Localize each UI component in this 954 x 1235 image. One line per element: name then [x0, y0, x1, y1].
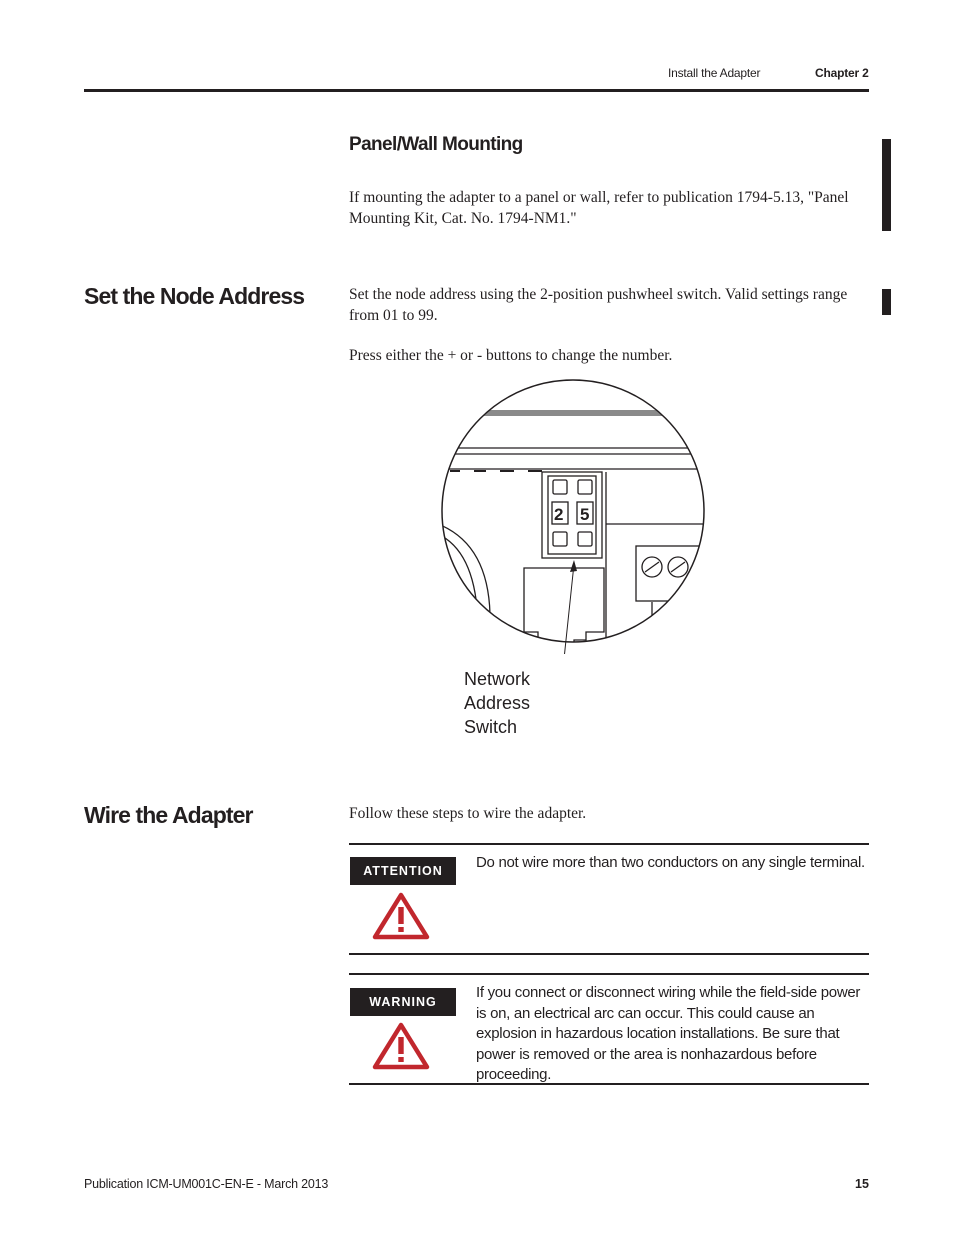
node-address-instruction: Press either the + or - buttons to change the number.: [349, 347, 673, 364]
attention-badge: ATTENTION: [350, 857, 456, 885]
attention-top-rule: [349, 843, 869, 845]
header-rule: [84, 89, 869, 92]
node-address-body: Set the node address using the 2-position pushwheel switch. Valid settings range from 01 to 99.: [349, 286, 848, 324]
wire-adapter-heading: Wire the Adapter: [84, 802, 253, 828]
panel-mounting-body: If mounting the adapter to a panel or wall, refer to publication 1794-5.13, "Panel Mounting Kit, Cat. No. 1794-NM1.": [349, 189, 849, 227]
change-bar: [882, 139, 891, 231]
warning-bottom-rule: [349, 1083, 869, 1085]
footer-publication: Publication ICM-UM001C-EN-E - March 2013: [84, 1177, 329, 1191]
warning-triangle-icon: [372, 1022, 430, 1070]
attention-text: Do not wire more than two conductors on any single terminal.: [476, 854, 865, 871]
running-header-section: Install the Adapter: [668, 66, 761, 80]
switch-illustration: [438, 374, 710, 654]
callout-line: Address: [464, 693, 531, 713]
warning-text: If you connect or disconnect wiring while the field-side power is on, an electrical arc can occur. This could cause an explosion in hazardous location installations. Be sure that power is removed or the area is nonhazardous before proceeding.: [476, 984, 861, 1083]
node-address-heading: Set the Node Address: [84, 283, 305, 309]
footer-page-number: 15: [855, 1177, 869, 1191]
warning-triangle-icon: [372, 892, 430, 940]
network-address-switch-callout: [464, 667, 530, 739]
attention-bottom-rule: [349, 953, 869, 955]
switch-digit-right: 5: [580, 505, 590, 524]
panel-mounting-heading: Panel/Wall Mounting: [349, 134, 523, 155]
callout-line: Network: [464, 669, 531, 689]
running-header-chapter: Chapter 2: [815, 66, 869, 80]
warning-top-rule: [349, 973, 869, 975]
warning-badge: WARNING: [350, 988, 456, 1016]
change-bar: [882, 289, 891, 315]
node-address-switch-figure: [438, 374, 710, 659]
wire-adapter-intro: Follow these steps to wire the adapter.: [349, 805, 587, 822]
switch-digit-left: 2: [554, 505, 564, 524]
callout-line: Switch: [464, 717, 518, 737]
callout-arrowhead: [570, 560, 577, 572]
